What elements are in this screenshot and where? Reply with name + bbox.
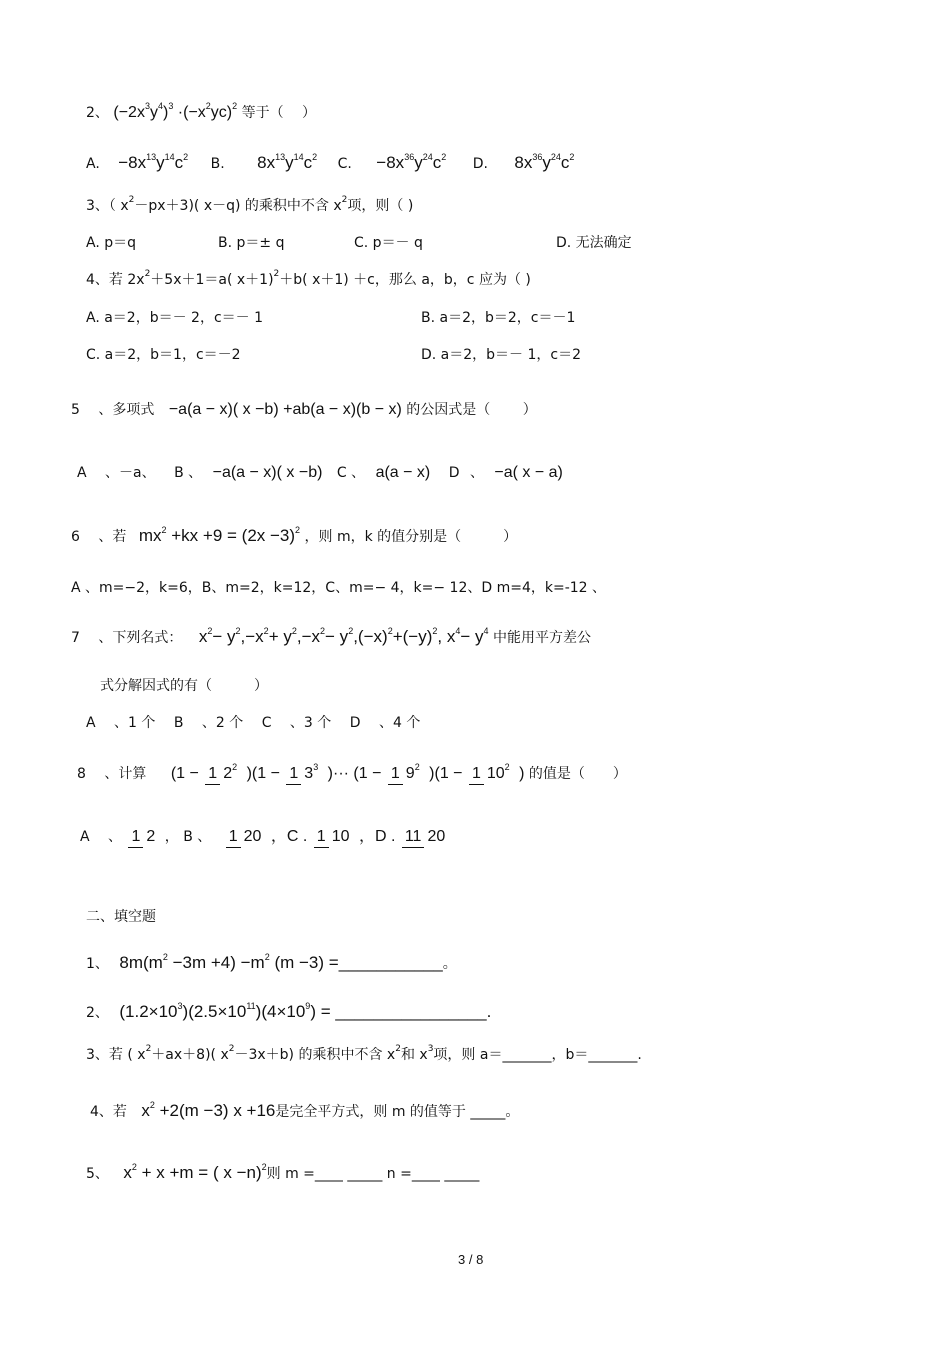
question-2-options bbox=[86, 153, 574, 174]
fill-question-2: 2、 $(1.2\times 10^3)(2.5\times 10^{11})(4\times 10^9)$ = ________________. bbox=[86, 1001, 492, 1021]
fraction: 1 10 bbox=[314, 815, 353, 859]
option-c-expr: $-8x^{36}y^{24}c^2$ bbox=[376, 152, 447, 172]
question-4-option-b: B. a＝2，b＝2，c＝－1 bbox=[421, 310, 576, 326]
fill-question-4: 4、若 $x^2 +2(m -3)$ x +16是完全平方式，则 m 的值等于 _____。 bbox=[90, 1100, 520, 1120]
question-8-options: A 、 1 2 ， B 、 1 20 ，C . 1 10 ，D . 11 20 bbox=[80, 815, 450, 859]
question-7-line-2: 式分解因式的有（ ） bbox=[100, 678, 268, 694]
question-6: 6 、若 $mx^2 +kx +9 = (2x -3)^2$ ，则 m，k 的值分别是（ ） bbox=[71, 525, 518, 545]
question-3: 3、（ $x^2-px+3$)( x－q) 的乘积中不含 $x^2$项，则（ ) bbox=[86, 195, 414, 214]
question-4-option-c: C. a＝2，b＝1，c＝－2 bbox=[86, 347, 241, 363]
fill-question-3: 3、若 ( $x^2+ax+8$)( $x^2-3x+b$) 的乘积中不含 $x^2$和 $x^3$项，则 a＝_______，b＝_______. bbox=[86, 1044, 642, 1063]
question-3-option-a: A. p＝q bbox=[86, 235, 137, 251]
option-d-expr: $8x^{36}y^{24}c^2$ bbox=[514, 152, 575, 172]
fill-question-1: 1、 $8m(m^2 -3m +4) -m^2$ (m −3) =___________。 bbox=[86, 952, 457, 972]
fraction: 1 $10^2$ bbox=[469, 752, 513, 796]
expression: $x^2- y^2,-x^2+ y^2,-x^2- y^2,(-x)^2+(-y)^2$, $x^4- y^4$ bbox=[198, 626, 489, 646]
fraction: 1 $3^3$ bbox=[286, 752, 321, 796]
fraction: 1 2 bbox=[128, 815, 158, 859]
question-2 bbox=[86, 103, 316, 123]
fraction: 11 20 bbox=[402, 815, 448, 859]
fraction: 1 $2^2$ bbox=[205, 752, 240, 796]
expression: −a(a − x)( x −b) +ab(a − x)(b − x) bbox=[168, 401, 402, 418]
question-4-option-a: A. a＝2，b＝－ 2，c＝－ 1 bbox=[86, 310, 264, 326]
option-b-expr: $8x^{13}y^{14}c^2$ bbox=[257, 152, 318, 172]
question-4: 4、若 $2x^2+5x+1=a$( x＋1)$^2$＋b( x＋1) ＋c，那么 a，b，c 应为（ ) bbox=[86, 269, 531, 288]
question-7-options: A 、1 个 B 、2 个 C 、3 个 D 、4 个 bbox=[86, 715, 421, 731]
question-tail: 等于（ ） bbox=[241, 105, 317, 121]
page-number: 3 / 8 bbox=[458, 1252, 484, 1267]
question-6-options: A 、m=−2，k=6，B、m=2，k=12，C、m=− 4，k=− 12、D m=4，k=-12 、 bbox=[71, 580, 607, 596]
fill-question-5: 5、 $x^2 + x +m$ = ( x −n)$^2$则 m =____ _____ n =____ _____ bbox=[86, 1162, 480, 1182]
option-b-label: B. bbox=[210, 156, 225, 172]
question-7: 7 、下列名式： $x^2- y^2,-x^2+ y^2,-x^2- y^2,(-x)^2+(-y)^2$, $x^4- y^4$ 中能用平方差公 bbox=[71, 626, 591, 646]
fraction: 1 20 bbox=[226, 815, 265, 859]
question-4-option-d: D. a＝2，b＝－ 1，c＝2 bbox=[421, 347, 582, 363]
option-a-label: A. bbox=[86, 156, 100, 172]
question-3-option-c: C. p＝－ q bbox=[354, 235, 423, 251]
fraction: 1 $9^2$ bbox=[388, 752, 423, 796]
question-3-option-b: B. p＝± q bbox=[218, 235, 285, 251]
option-d-label: D. bbox=[472, 156, 488, 172]
question-5-options: A 、－a、 B 、 −a(a − x)( x −b) C 、 a(a − x) D 、 −a( x − a) bbox=[77, 464, 563, 481]
question-8: 8 、计算 (1 − 1 $2^2$ )(1 − 1 $3^3$ )··· (1 − 1 $9^2$ )(1 − 1 $10^2$ ) 的值是（ ） bbox=[77, 752, 627, 796]
expression: $mx^2 +kx +9 = (2x -3)^2$ bbox=[138, 525, 301, 545]
question-5: 5 、多项式 −a(a − x)( x −b) +ab(a − x)(b − x) 的公因式是（ ） bbox=[71, 401, 537, 418]
question-number: 2、 bbox=[86, 105, 109, 121]
section-title: 二、填空题 bbox=[86, 909, 156, 925]
expression: $(-2x^3y^4)^3 \cdot(-x^2yc)^2$ bbox=[113, 101, 238, 121]
option-c-label: C. bbox=[337, 156, 352, 172]
question-3-option-d: D. 无法确定 bbox=[556, 235, 632, 251]
option-a-expr: $-8x^{13}y^{14}c^2$ bbox=[118, 152, 189, 172]
